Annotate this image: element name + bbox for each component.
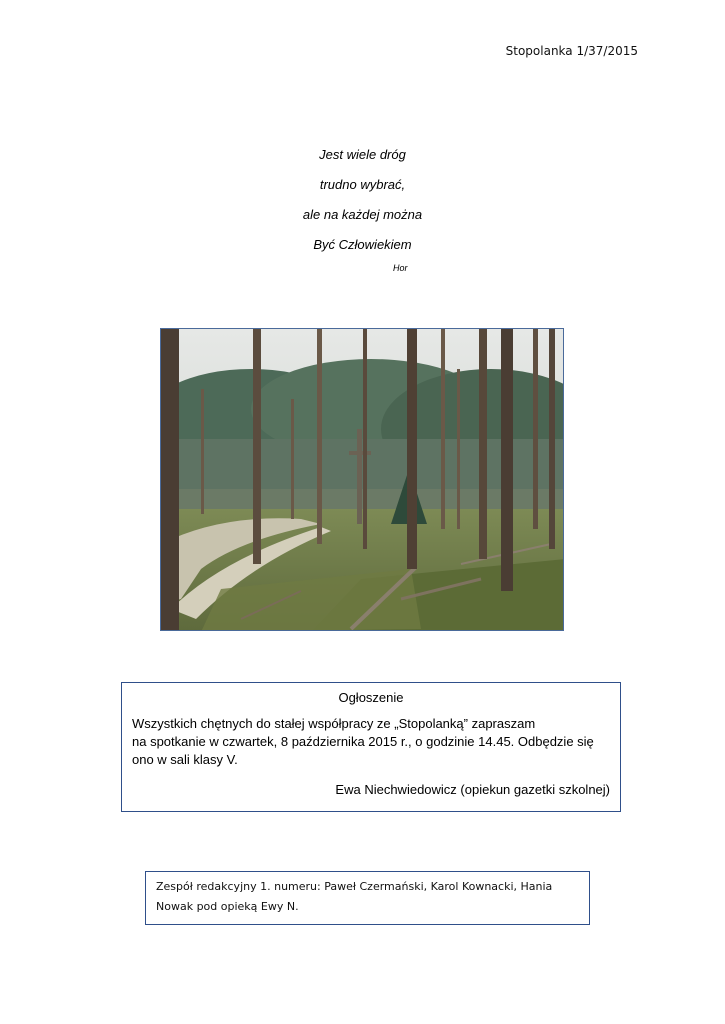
poem-line: ale na każdej można xyxy=(302,207,423,222)
announcement-box xyxy=(121,682,621,812)
poem-line: Jest wiele dróg xyxy=(319,147,406,162)
poem xyxy=(0,140,725,273)
announcement-line: na spotkanie w czwartek, 8 października 2015 r., o godzinie 14.45. Odbędzie się xyxy=(132,734,594,749)
announcement-signature: Ewa Niechwiedowicz (opiekun gazetki szkolnej) xyxy=(335,782,610,797)
issue-number: Stopolanka 1/37/2015 xyxy=(505,44,638,58)
announcement-line: ono w sali klasy V. xyxy=(132,752,238,767)
editorial-team-box xyxy=(145,871,590,925)
poem-line: trudno wybrać, xyxy=(319,177,406,192)
announcement-line: Wszystkich chętnych do stałej współpracy ze „Stopolanką” zapraszam xyxy=(132,716,536,731)
announcement-title: Ogłoszenie xyxy=(338,690,404,705)
team-line: Zespół redakcyjny 1. numeru: Paweł Czermański, Karol Kownacki, Hania xyxy=(156,880,553,893)
team-line: Nowak pod opieką Ewy N. xyxy=(156,900,299,913)
poem-author: Hor xyxy=(393,263,408,273)
poem-line: Być Człowiekiem xyxy=(313,237,412,252)
announcement-body xyxy=(132,715,610,769)
forest-photo xyxy=(160,328,564,631)
